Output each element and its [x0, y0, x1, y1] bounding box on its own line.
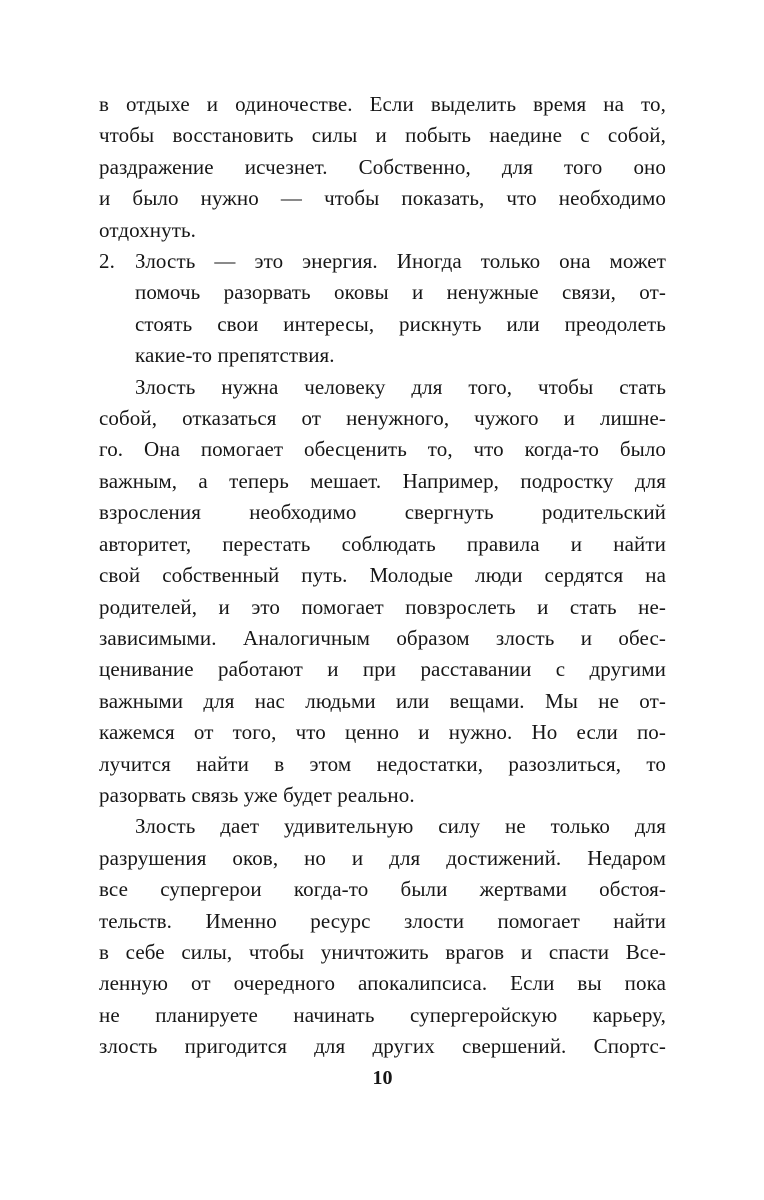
text-line: раздражение исчезнет. Собственно, для того оно: [99, 154, 666, 179]
text-line: свой собственный путь. Молодые люди сердятся на: [99, 563, 666, 588]
text-line: лучится найти в этом недостатки, разозлиться, то: [99, 751, 666, 776]
text-line: тельств. Именно ресурс злости помогает найти: [99, 908, 666, 933]
list-item-number: 2.: [99, 249, 115, 274]
text-line: не планируете начинать супергеройскую карьеру,: [99, 1002, 666, 1027]
list-item-text: [135, 246, 666, 372]
paragraph: [99, 811, 666, 1062]
text-line: в себе силы, чтобы уничтожить врагов и спасти Все-: [99, 939, 666, 964]
text-line: авторитет, перестать соблюдать правила и найти: [99, 531, 666, 556]
text-line: важным, а теперь мешает. Например, подростку для: [99, 468, 666, 493]
text-line: кажемся от того, что ценно и нужно. Но если по-: [99, 720, 666, 745]
text-line: все супергерои когда-то были жертвами обстоя-: [99, 877, 666, 902]
text-line: чтобы восстановить силы и побыть наедине с собой,: [99, 123, 666, 148]
paragraph: [99, 89, 666, 246]
text-line: Злость дает удивительную силу не только для: [135, 814, 666, 839]
text-line: разорвать связь уже будет реально.: [99, 782, 415, 807]
page-number: 10: [372, 1067, 393, 1089]
text-line: Злость — это энергия. Иногда только она может: [135, 249, 666, 274]
text-line: злость пригодится для других свершений. Спортс-: [99, 1034, 666, 1059]
text-line: ленную от очередного апокалипсиса. Если вы пока: [99, 971, 666, 996]
text-line: какие-то препятствия.: [135, 343, 335, 368]
text-line: родителей, и это помогает повзрослеть и стать не-: [99, 594, 666, 619]
text-line: стоять свои интересы, рискнуть или преодолеть: [135, 311, 666, 336]
text-line: и было нужно — чтобы показать, что необходимо: [99, 186, 666, 211]
text-line: Злость нужна человеку для того, чтобы стать: [135, 374, 666, 399]
numbered-list-item: [99, 246, 666, 372]
text-line: помочь разорвать оковы и ненужные связи, от-: [135, 280, 666, 305]
text-line: взросления необходимо свергнуть родительский: [99, 500, 666, 525]
text-line: ценивание работают и при расставании с другими: [99, 657, 666, 682]
text-line: важными для нас людьми или вещами. Мы не от-: [99, 688, 666, 713]
text-block: [99, 89, 666, 1063]
paragraph: [99, 372, 666, 812]
text-line: го. Она помогает обесценить то, что когда-то было: [99, 437, 666, 462]
text-line: отдохнуть.: [99, 217, 197, 242]
text-line: зависимыми. Аналогичным образом злость и обес-: [99, 625, 666, 650]
text-line: в отдыхе и одиночестве. Если выделить время на то,: [99, 92, 666, 116]
text-line: собой, отказаться от ненужного, чужого и лишне-: [99, 406, 666, 431]
text-line: разрушения оков, но и для достижений. Недаром: [99, 845, 666, 870]
